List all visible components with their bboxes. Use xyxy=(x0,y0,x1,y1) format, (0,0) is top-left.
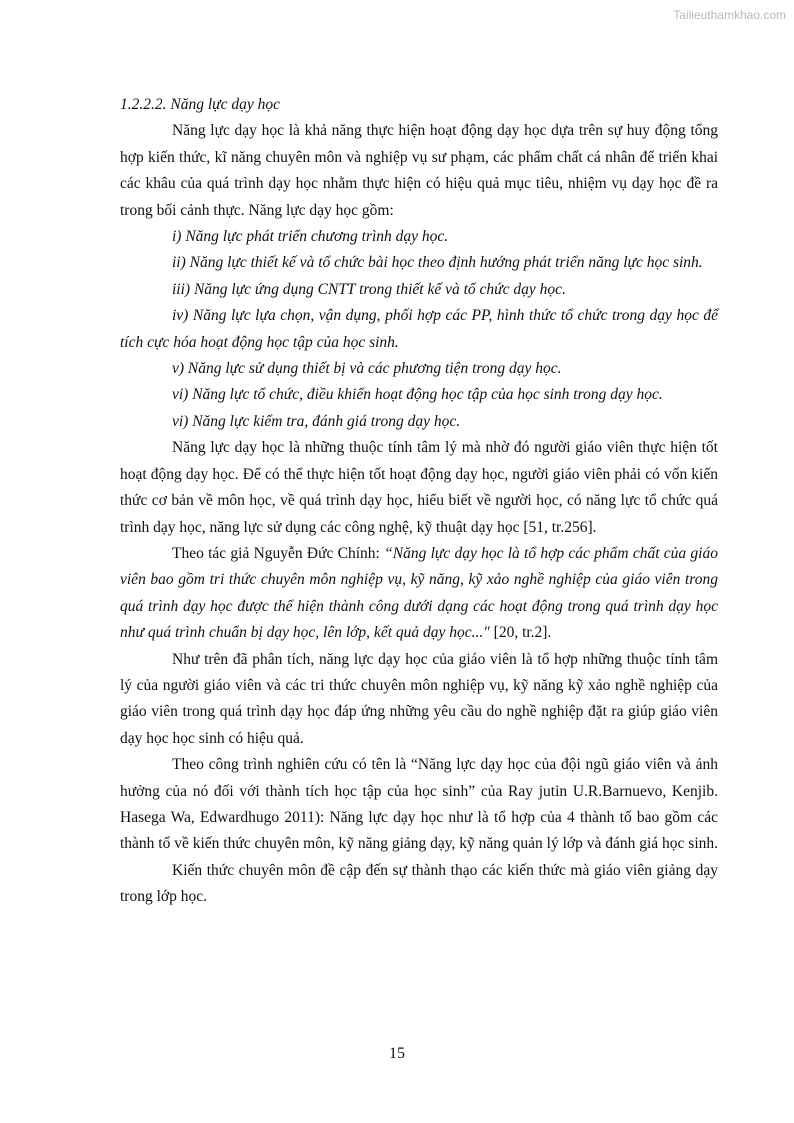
watermark: Tailieuthamkhao.com xyxy=(673,8,786,22)
list-item: ii) Năng lực thiết kế và tổ chức bài học theo định hướng phát triển năng lực học sinh. xyxy=(172,254,703,272)
page-number: 15 xyxy=(389,1045,405,1062)
quote-lead: Theo tác giả Nguyễn Đức Chính: xyxy=(172,544,385,562)
list-item: iii) Năng lực ứng dụng CNTT trong thiết kế và tổ chức dạy học. xyxy=(172,280,566,298)
section-heading: 1.2.2.2. Năng lực dạy học xyxy=(120,96,280,113)
intro-paragraph: Năng lực dạy học là khả năng thực hiện hoạt động dạy học dựa trên sự huy động tổng hợp kiến thức, kĩ năng chuyên môn và nghiệp vụ sư phạm, các phẩm chất cá nhân để triển khai các khâu của quá trình dạy học nhằm thực hiện có hiệu quả mục tiêu, nhiệm vụ dạy học đề ra trong bối cảnh thực. Năng lực dạy học gồm: xyxy=(120,122,718,219)
analysis-paragraph: Như trên đã phân tích, năng lực dạy học của giáo viên là tổ hợp những thuộc tính tâm lý của người giáo viên và các tri thức chuyên môn nghiệp vụ, kỹ năng kỹ xảo nghề nghiệp của giáo viên trong quá trình dạy học đáp ứng những yêu cầu do nghề nghiệp đặt ra giúp giáo viên dạy học học sinh có hiệu quả. xyxy=(120,650,718,747)
quote-citation: [20, tr.2]. xyxy=(489,624,552,642)
quote-text: “Năng lực dạy học là tổ hợp các phẩm chất của giáo viên bao gồm tri thức chuyên môn nghiệp vụ, kỹ năng, kỹ xảo nghề nghiệp của giáo viên trong quá trình dạy học được thể hiện thành công dưới dạng các hoạt động trong quá trình dạy học như quá trình chuẩn bị dạy học, lên lớp, kết quả dạy học..." xyxy=(120,544,718,642)
list-item: v) Năng lực sử dụng thiết bị và các phương tiện trong dạy học. xyxy=(172,360,562,378)
study-paragraph: Theo công trình nghiên cứu có tên là “Năng lực dạy học của đội ngũ giáo viên và ảnh hưởng của nó đối với thành tích học tập của học sinh” của Ray jutin U.R.Barnuevo, Kenjib. Hasega Wa, Edwardhugo 2011): Năng lực dạy học như là tổ hợp của 4 thành tố bao gồm các thành tố về kiến thức chuyên môn, kỹ năng giảng dạy, kỹ năng quản lý lớp và đánh giá học sinh. xyxy=(120,756,719,853)
psych-paragraph: Năng lực dạy học là những thuộc tính tâm lý mà nhờ đó người giáo viên thực hiện tốt hoạt động dạy học. Để có thể thực hiện tốt hoạt động dạy học, người giáo viên phải có vốn kiến thức cơ bản về môn học, về quá trình dạy học, hiểu biết về người học, có năng lực tổ chức quá trình dạy học, năng lực sử dụng các công nghệ, kỹ thuật dạy học [51, tr.256]. xyxy=(120,439,718,536)
list-item: i) Năng lực phát triển chương trình dạy học. xyxy=(172,228,449,246)
page-body xyxy=(120,92,718,911)
list-item: vi) Năng lực kiểm tra, đánh giá trong dạy học. xyxy=(172,412,461,430)
list-item: vi) Năng lực tổ chức, điều khiển hoạt động học tập của học sinh trong dạy học. xyxy=(172,386,663,404)
knowledge-paragraph: Kiến thức chuyên môn đề cập đến sự thành thạo các kiến thức mà giáo viên giảng dạy trong lớp học. xyxy=(120,861,718,906)
list-item: iv) Năng lực lựa chọn, vận dụng, phối hợp các PP, hình thức tổ chức trong dạy học để tích cực hóa hoạt động học tập của học sinh. xyxy=(120,307,718,351)
quote-paragraph xyxy=(120,541,718,647)
